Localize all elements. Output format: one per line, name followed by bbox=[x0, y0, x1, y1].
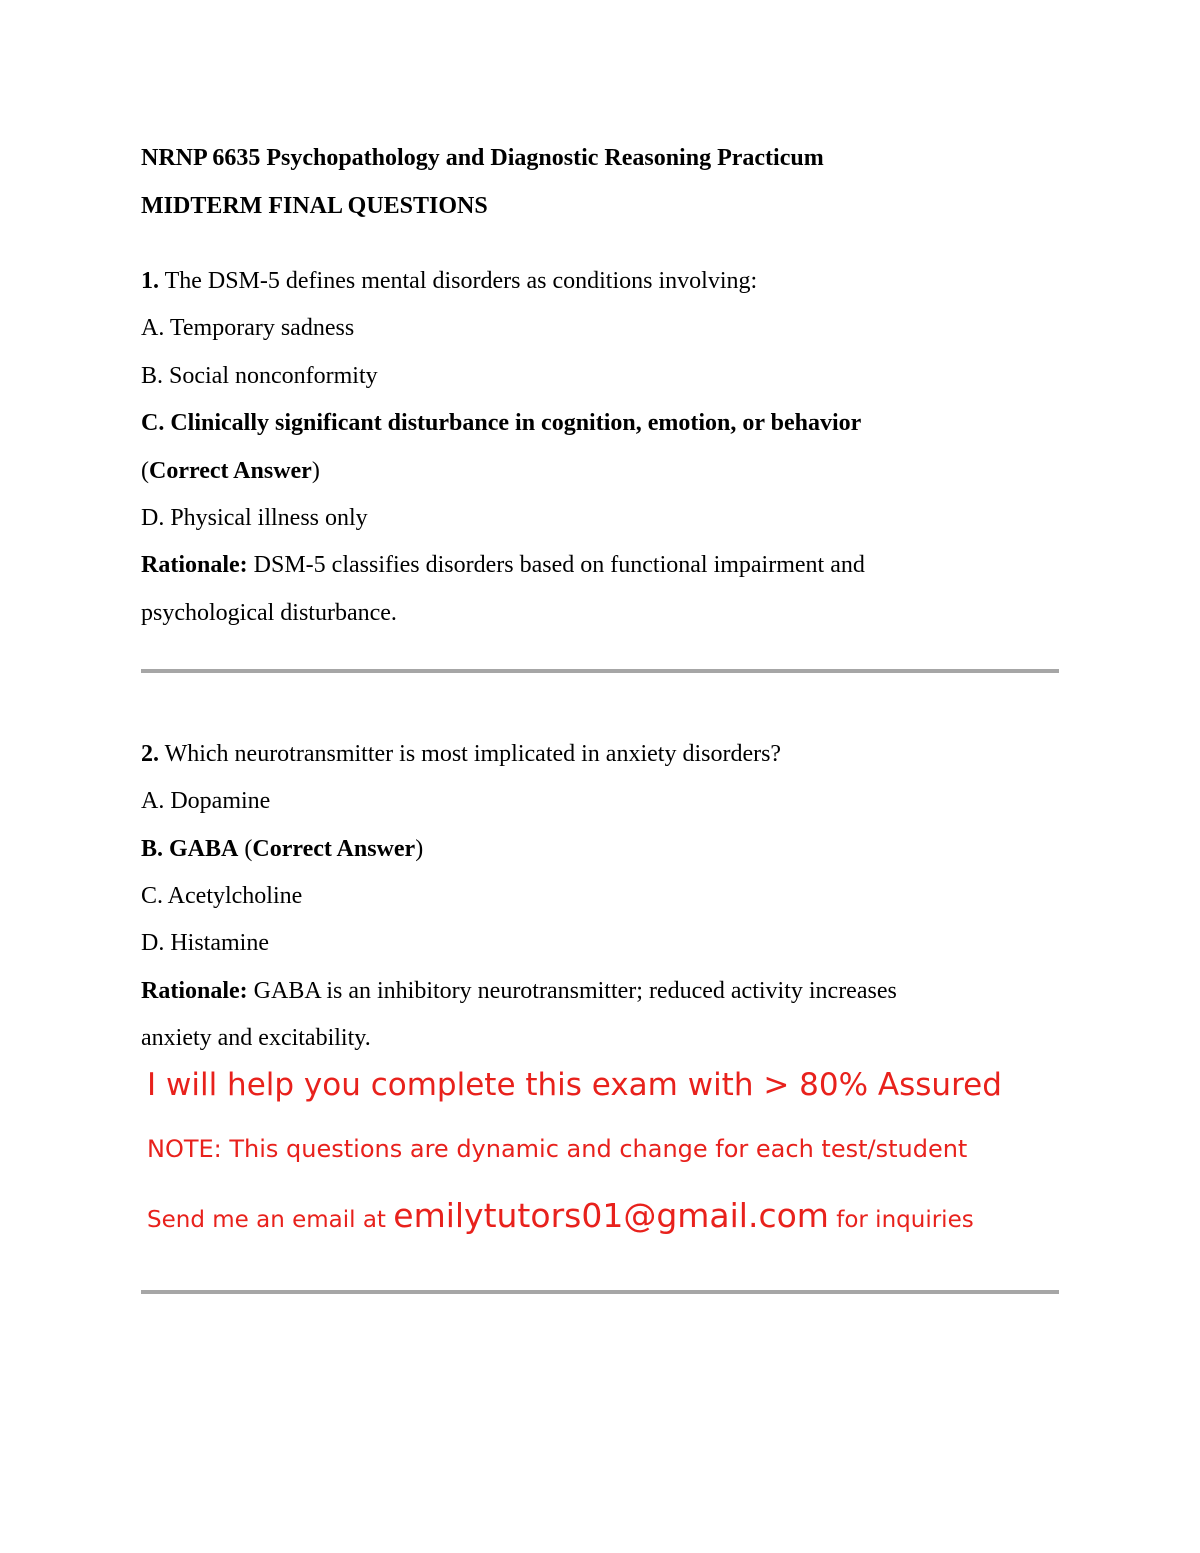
promo-headline: I will help you complete this exam with > 80% Assured bbox=[147, 1067, 1002, 1103]
document-title: NRNP 6635 Psychopathology and Diagnostic Reasoning Practicum bbox=[141, 145, 824, 171]
promo-email-link[interactable]: emilytutors01@gmail.com bbox=[393, 1196, 829, 1235]
question-2-rationale-continued: anxiety and excitability. bbox=[141, 1025, 371, 1051]
question-1-correct-tag bbox=[141, 456, 320, 486]
section-divider bbox=[141, 1290, 1059, 1294]
rationale-text: DSM-5 classifies disorders based on functional impairment and bbox=[247, 552, 865, 578]
promo-contact-prefix: Send me an email at bbox=[147, 1207, 394, 1233]
correct-tag-close: ) bbox=[415, 836, 424, 862]
correct-tag-close: ) bbox=[311, 458, 320, 484]
correct-answer-label: Correct Answer bbox=[252, 836, 416, 862]
question-2-text: Which neurotransmitter is most implicated in anxiety disorders? bbox=[159, 741, 782, 767]
correct-answer-label: Correct Answer bbox=[149, 458, 312, 484]
correct-tag-open: ( bbox=[141, 458, 149, 484]
rationale-label: Rationale: bbox=[141, 978, 248, 1004]
question-2-option-a: A. Dopamine bbox=[141, 788, 271, 814]
question-2-number: 2. bbox=[141, 741, 159, 767]
promo-note: NOTE: This questions are dynamic and change for each test/student bbox=[147, 1135, 968, 1163]
correct-tag-open: ( bbox=[238, 836, 253, 862]
question-2-option-c: C. Acetylcholine bbox=[141, 883, 303, 909]
question-1-rationale-continued: psychological disturbance. bbox=[141, 600, 397, 626]
question-1-option-a: A. Temporary sadness bbox=[141, 315, 355, 341]
document-subtitle: MIDTERM FINAL QUESTIONS bbox=[141, 193, 488, 219]
correct-option-text: B. GABA bbox=[141, 836, 239, 862]
question-2-rationale bbox=[141, 976, 897, 1006]
question-1-option-d: D. Physical illness only bbox=[141, 505, 368, 531]
section-divider bbox=[141, 669, 1059, 673]
promo-contact bbox=[147, 1196, 974, 1240]
question-1-rationale bbox=[141, 550, 865, 580]
question-1-option-c: C. Clinically significant disturbance in cognition, emotion, or behavior bbox=[141, 410, 862, 436]
question-1-option-b: B. Social nonconformity bbox=[141, 363, 378, 389]
promo-contact-suffix: for inquiries bbox=[828, 1207, 974, 1233]
question-2-stem bbox=[141, 739, 781, 769]
rationale-label: Rationale: bbox=[141, 552, 248, 578]
question-1-number: 1. bbox=[141, 268, 159, 294]
rationale-text: GABA is an inhibitory neurotransmitter; reduced activity increases bbox=[247, 978, 897, 1004]
question-1-stem bbox=[141, 266, 757, 296]
question-1-text: The DSM-5 defines mental disorders as conditions involving: bbox=[159, 268, 758, 294]
question-2-option-b bbox=[141, 834, 423, 864]
question-2-option-d: D. Histamine bbox=[141, 930, 269, 956]
